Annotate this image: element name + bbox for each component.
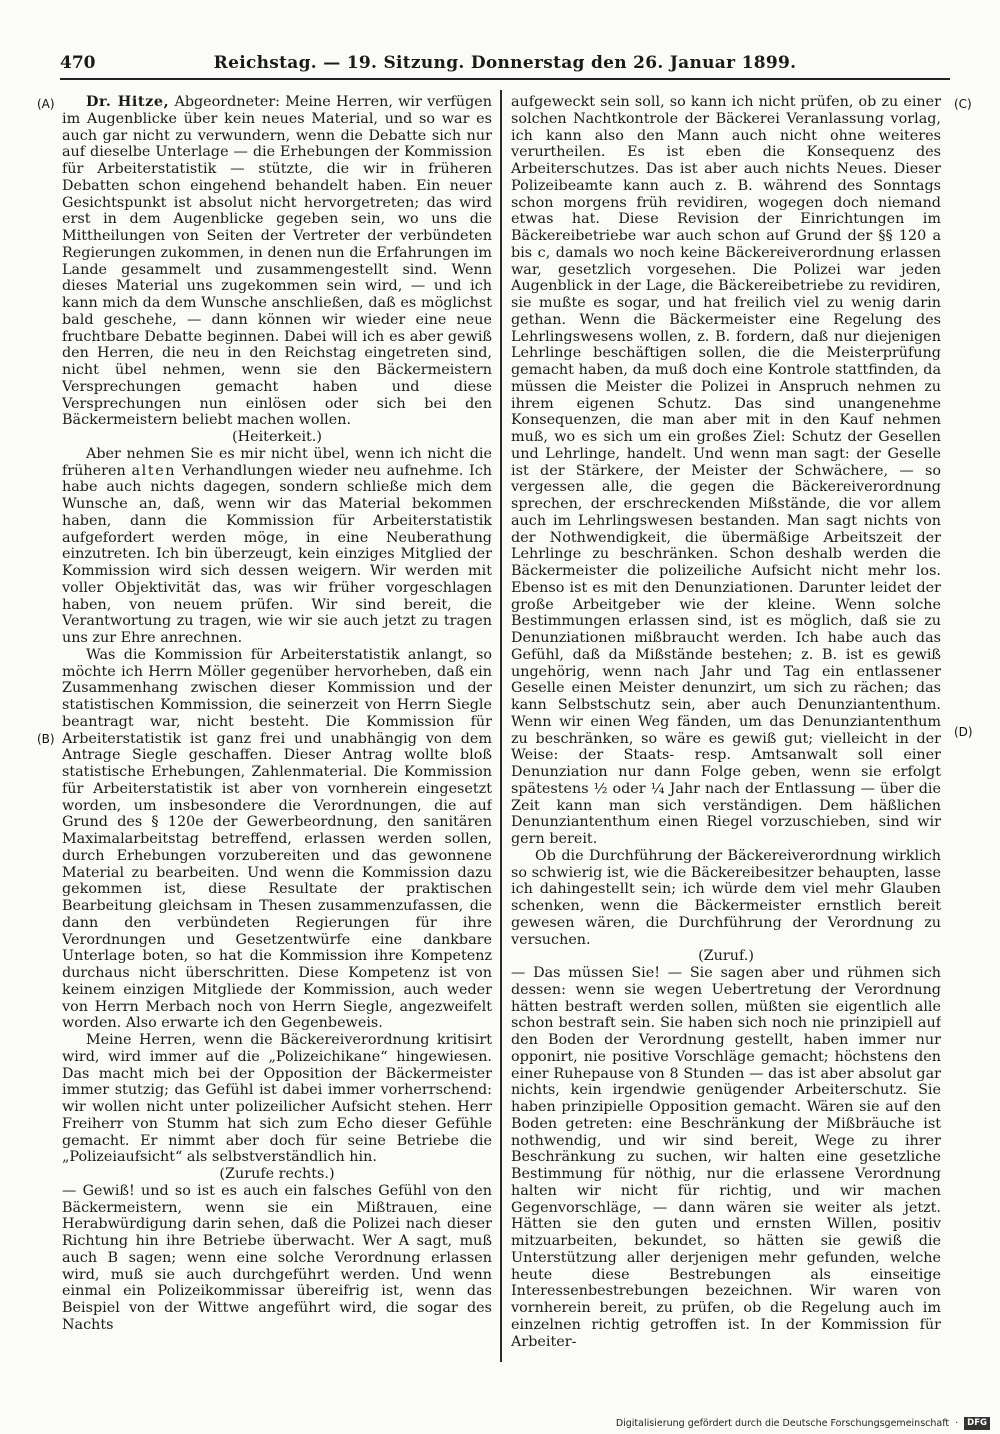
paragraph-text: Aber nehmen Sie es mir nicht übel, wenn ich nicht die früheren bbox=[62, 445, 492, 479]
paragraph-text: Verhandlungen wieder neu aufnehme. Ich habe auch nichts dagegen, sondern schließe mich dem Wunsche an, daß, wenn wir das Material bekommen haben, dann die Kommission für Arbeiterstatistik aufgefordert werden möge, in eine Neuberathung einzutreten. Ich bin überzeugt, kein einziges Mitglied der Kommission wird sich dessen weigern. Wir werden mit voller Objektivität das, was wir früher vorgeschlagen haben, von neuem prüfen. Wir sind bereit, die Verantwortung zu tragen, wie wir sie auch jetzt zu tragen uns zur Ehre anrechnen. bbox=[62, 462, 492, 646]
digitization-footer: Digitalisierung gefördert durch die Deutsche Forschungsgemeinschaft · DFG bbox=[616, 1416, 990, 1430]
right-column bbox=[511, 94, 941, 1362]
left-column bbox=[62, 94, 492, 1362]
dfg-logo: DFG bbox=[964, 1417, 990, 1430]
page-number: 470 bbox=[60, 53, 96, 73]
interjection: (Heiterkeit.) bbox=[232, 429, 322, 445]
margin-mark-c: (C) bbox=[954, 97, 972, 111]
interjection: (Zuruf.) bbox=[698, 948, 754, 965]
paragraph: aufgeweckt sein soll, so kann ich nicht prüfen, ob zu einer solchen Nachtkontrole der Bäckerei Veranlassung vorlag, ich kann also den Mann auch nicht ohne weiteres verurtheilen. Es ist eben die Konsequenz des Arbeiterschutzes. Das ist aber auch nichts Neues. Dieser Polizeibeamte kann auch z. B. während des Sonntags schon morgens früh revidiren, wogegen doch niemand etwas hat. Diese Revision der Einrichtungen im Bäckereibetriebe war auch schon auf Grund der §§ 120 a bis c, damals wo noch keine Bäckereiverordnung erlassen war, gesetzlich vorgesehen. Die Polizei war jeden Augenblick in der Lage, die Bäckereibetriebe zu revidiren, sie mußte es sogar, und hat freilich viel zu wenig darin gethan. Wenn die Bäckermeister eine Regelung des Lehrlingswesens wollen, z. B. fordern, daß nur diejenigen Lehrlinge beschäftigen sollen, die die Meisterprüfung gemacht haben, da muß doch eine Kontrole stattfinden, da müssen die Meister die Polizei in Anspruch nehmen zu ihrem eigenen Schutz. Das sind unangenehme Konsequenzen, die man aber mit in den Kauf nehmen muß, wo es sich um ein großes Ziel: Schutz der Gesellen und Lehrlinge, handelt. Und wenn man sagt: der Geselle ist der Stärkere, der Meister der Schwächere, — so vergessen alle, die gegen die Bäckereiverordnung sprechen, der erschreckenden Mißstände, die vor allem auch im Lehrlingswesen bestanden. Man sagt nichts von der Nothwendigkeit, die übermäßige Arbeitszeit der Lehrlinge zu beschränken. Schon deshalb werden die Bäckermeister die polizeiliche Aufsicht nicht mehr los. Ebenso ist es mit den Denunziationen. Darunter leidet der große Arbeitgeber wie der kleine. Wenn solche Bestimmungen erlassen sind, ist es möglich, daß sie zu Denunziationen mißbraucht werden. Ich habe auch das Gefühl, daß da Mißstände bestehen; z. B. ist es gewiß ungehörig, wenn nach Jahr und Tag ein entlassener Geselle einen Meister denunzirt, um sich zu rächen; das kann Selbstschutz sein, aber auch Denunziantenthum. Wenn wir einen Weg fänden, um das Denunziantenthum zu beschränken, so wäre es gewiß gut; vielleicht in der Weise: der Staats- resp. Amtsanwalt soll einer Denunziation nur dann Folge geben, wenn sie erfolgt spätestens ½ oder ¼ Jahr nach der Entlassung — über die Zeit kann man sich verständigen. Dem häßlichen Denunziantenthum einen Riegel vorzuschieben, sind wir gern bereit. bbox=[511, 94, 941, 847]
running-head: Reichstag. — 19. Sitzung. Donnerstag den 26. Januar 1899. bbox=[213, 53, 797, 73]
paragraph: — Das müssen Sie! — Sie sagen aber und rühmen sich dessen: wenn sie wegen Uebertretung der Verordnung hätten bestraft werden sollen, müßten sie eigentlich alle schon bestraft sein. Sie haben sich noch nie prinzipiell auf den Boden der Verordnung gestellt, haben immer nur opponirt, nie positive Vorschläge gemacht; höchstens den einer Ruhepause von 8 Stunden — das ist aber absolut gar nichts, kein irgendwie genügender Arbeiterschutz. Sie haben prinzipielle Opposition gemacht. Wären sie auf den Boden getreten: eine Beschränkung der Mißbräuche ist nothwendig, und wir sind bereit, Wege zu ihrer Beschränkung zu suchen, wir halten eine gesetzliche Bestimmung für nöthig, nur die erlassene Verordnung halten wir nicht für richtig, und wir machen Gegenvorschläge, — dann wären sie weiter als jetzt. Hätten sie den guten und ernsten Willen, positiv mitzuarbeiten, bekundet, so hätten sie gewiß die Unterstützung aller derjenigen mehr gefunden, welche heute diese Bestrebungen als einseitige Interessenbestrebungen bezeichnen. Wir waren von vornherein bereit, zu prüfen, ob die Regelung auch im einzelnen richtig getroffen ist. In der Kommission für Arbeiter- bbox=[511, 965, 941, 1350]
interjection: (Zurufe rechts.) bbox=[219, 1166, 335, 1182]
paragraph bbox=[62, 94, 492, 429]
margin-mark-b: (B) bbox=[37, 732, 55, 746]
speaker-name: Dr. Hitze, bbox=[86, 94, 170, 110]
paragraph: Was die Kommission für Arbeiterstatistik anlangt, so möchte ich Herrn Möller gegenüber hervorheben, daß ein Zusammenhang zwischen dieser Kommission und der statistischen Kommission, die seinerzeit von Herrn Siegle beantragt war, nicht besteht. Die Kommission für Arbeiterstatistik ist ganz frei und unabhängig von dem Antrage Siegle geschaffen. Dieser Antrag wollte bloß statistische Erhebungen, Zahlenmaterial. Die Kommission für Arbeiterstatistik ist aber von vornherein eingesetzt worden, um insbesondere die Verordnungen, die auf Grund des § 120e der Gewerbeordnung, den sanitären Maximalarbeitstag betreffend, erlassen werden sollen, durch Erhebungen vorzubereiten und das gewonnene Material zu bearbeiten. Und wenn die Kommission dazu gekommen ist, diese Resultate der praktischen Bearbeitung gleichsam in Thesen zusammenzufassen, die dann den verbündeten Regierungen für ihre Verordnungen und Gesetzentwürfe eine dankbare Unterlage boten, so hat die Kommission ihre Kompetenz durchaus nicht überschritten. Diese Kompetenz ist von keinem einzigen Mitgliede der Kommission, auch weder von Herrn Merbach noch von Herrn Siegle, angezweifelt worden. Also erwarte ich den Gegenbeweis. bbox=[62, 646, 492, 1032]
margin-mark-a: (A) bbox=[37, 97, 55, 111]
paragraph: Ob die Durchführung der Bäckereiverordnung wirklich so schwierig ist, wie die Bäckereibesitzer behaupten, lasse ich dahingestellt sein; ich würde dem viel mehr Glauben schenken, wenn die Bäckermeister ernstlich bereit gewesen wären, die Durchführung der Verordnung zu versuchen. bbox=[511, 847, 941, 948]
emphasis-text: alten bbox=[131, 462, 177, 479]
paragraph: — Gewiß! und so ist es auch ein falsches Gefühl von den Bäckermeistern, wenn sie ein Mißtrauen, eine Herabwürdigung darin sehen, daß die Polizei nach dieser Richtung hin ihre Betriebe überwacht. Wer A sagt, muß auch B sagen; wenn eine solche Verordnung erlassen wird, muß sie auch durchgeführt werden. Und wenn einmal ein Polizeikommissar übereifrig ist, wenn das Beispiel von der Wittwe angeführt wird, die sogar des Nachts bbox=[62, 1182, 492, 1333]
column-divider bbox=[500, 90, 502, 1362]
margin-mark-d: (D) bbox=[954, 725, 973, 739]
page-header bbox=[60, 50, 950, 80]
footer-text: Digitalisierung gefördert durch die Deutsche Forschungsgemeinschaft bbox=[615, 1417, 950, 1429]
paragraph bbox=[62, 446, 492, 647]
paragraph: Meine Herren, wenn die Bäckereiverordnung kritisirt wird, wird immer auf die „Polizeichikane“ hingewiesen. Das macht mich bei der Opposition der Bäckermeister immer stutzig; das Gefühl ist dabei immer vorherrschend: wir wollen nicht unter polizeilicher Aufsicht stehen. Herr Freiherr von Stumm hat sich zum Echo dieser Gefühle gemacht. Er nimmt aber doch für seine Betriebe die „Polizeiaufsicht“ als selbstverständlich hin. bbox=[62, 1032, 492, 1166]
paragraph-text: Abgeordneter: Meine Herren, wir verfügen im Augenblicke über kein neues Material, und so war es auch gar nicht zu verwundern, wenn die Debatte sich nur auf dieselbe Unterlage — die Erhebungen der Kommission für Arbeiterstatistik — stützte, die wir in früheren Debatten schon eingehend behandelt haben. Ein neuer Gesichtspunkt ist absolut nicht hervorgetreten; das wird erst in dem Augenblicke gegeben sein, wo uns die Mittheilungen von Seiten der Vertreter der verbündeten Regierungen zukommen, in denen nun die Erfahrungen im Lande gesammelt und zusammengestellt sind. Wenn dieses Material uns zugekommen sein wird, — und ich kann mich da dem Wunsche anschließen, daß es möglichst bald geschehe, — dann können wir wieder eine neue fruchtbare Debatte beginnen. Dabei will ich es aber gewiß den Herren, die neu in den Reichstag eingetreten sind, nicht übel nehmen, wenn sie den Bäckermeistern Versprechungen gemacht haben und diese Versprechungen nun einlösen oder sich bei den Bäckermeistern beliebt machen wollen. bbox=[62, 94, 492, 429]
